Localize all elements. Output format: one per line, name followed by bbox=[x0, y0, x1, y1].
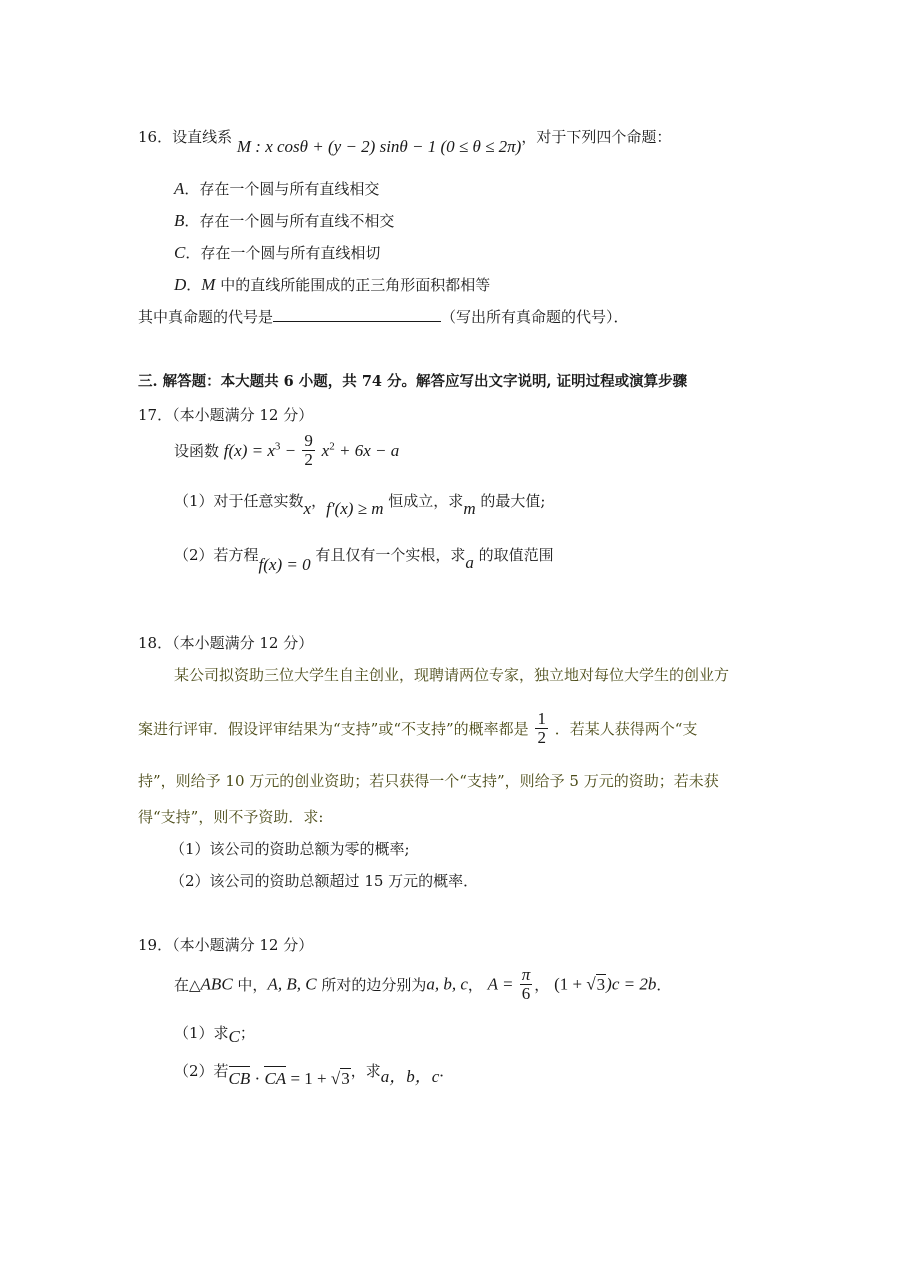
part-text: （2）若方程 bbox=[174, 546, 259, 564]
line-text: 在△ bbox=[174, 976, 201, 994]
section-heading: 三. 解答题：本大题共 6 小题，共 74 分。解答应写出文字说明, 证明过程或演算步骤 bbox=[138, 373, 688, 390]
vector-cb: CB bbox=[228, 1069, 251, 1088]
q16-after: ，对于下列四个命题： bbox=[521, 128, 672, 146]
option-text: ．存在一个圆与所有直线不相交 bbox=[184, 212, 395, 230]
option-letter: A bbox=[174, 179, 185, 198]
q16-line bbox=[138, 126, 672, 156]
q17-function-line bbox=[174, 432, 399, 469]
answer-blank bbox=[273, 307, 441, 322]
part-text: ； bbox=[239, 1024, 255, 1042]
part-text: ． bbox=[439, 1062, 455, 1080]
line-math: A = bbox=[487, 974, 518, 994]
option-text: ． bbox=[186, 276, 202, 294]
q16-option-b bbox=[174, 210, 394, 231]
part-math: C bbox=[228, 1027, 240, 1046]
q19-dot-product: CB · CA = 1 + √3 bbox=[228, 1069, 350, 1088]
line-math: a, b, c bbox=[426, 974, 468, 994]
line-text: ， bbox=[467, 976, 483, 994]
q17-part2 bbox=[174, 544, 554, 574]
line-math: ABC bbox=[200, 974, 233, 994]
part-text: ，求 bbox=[350, 1062, 381, 1080]
q19-part1 bbox=[174, 1022, 255, 1046]
q19-fraction: $\frac{\pi}{6}$ bbox=[521, 965, 531, 1003]
q19-part2 bbox=[174, 1056, 455, 1088]
q17-part1 bbox=[174, 490, 546, 518]
part-math: x bbox=[303, 499, 312, 518]
q16-option-c bbox=[174, 242, 380, 263]
q18-fraction: $\frac{1}{2}$ bbox=[537, 709, 546, 747]
option-letter: B bbox=[174, 211, 185, 230]
option-text2: 中的直线所能围成的正三角形面积都相等 bbox=[215, 276, 491, 294]
line-text: ． bbox=[656, 976, 672, 994]
option-letter: D bbox=[174, 275, 187, 294]
q18-number: 18．（本小题满分 12 分） bbox=[138, 634, 314, 652]
q18-line4: 得“支持”，则不予资助．求: bbox=[138, 808, 324, 826]
part-text: （2）若 bbox=[174, 1062, 229, 1080]
line-text: ， bbox=[534, 976, 550, 994]
option-math: M bbox=[201, 275, 216, 294]
q18-part1: （1）该公司的资助总额为零的概率; bbox=[170, 840, 410, 858]
part-math: f′(x) ≥ m bbox=[326, 499, 384, 518]
line-text: 所对的边分别为 bbox=[316, 976, 427, 994]
q18-part2: （2）该公司的资助总额超过 15 万元的概率． bbox=[170, 872, 479, 890]
q16-intro: 设直线系 bbox=[172, 128, 233, 146]
vector-ca: CA bbox=[264, 1069, 287, 1088]
part-text: 的最大值; bbox=[475, 492, 546, 510]
part-text: （1）对于任意实数 bbox=[174, 492, 304, 510]
option-text: ．存在一个圆与所有直线相交 bbox=[184, 180, 380, 198]
answer-suffix: （写出所有真命题的代号）． bbox=[441, 308, 629, 326]
q17-fx: $f(x) = x^3$ − bbox=[223, 440, 301, 460]
q17-fraction: $\frac{9}{2}$ bbox=[304, 431, 313, 469]
q16-option-d bbox=[174, 274, 490, 295]
line-text: 中， bbox=[232, 976, 268, 994]
q19-number: 19．（本小题满分 12 分） bbox=[138, 936, 314, 954]
q18-line3: 持”，则给予 10 万元的创业资助；若只获得一个“支持”，则给予 5 万元的资助；若未获 bbox=[138, 772, 719, 790]
part-math: m bbox=[463, 499, 476, 518]
part-text: （1）求 bbox=[174, 1024, 229, 1042]
option-letter: C bbox=[174, 243, 186, 262]
line-text: ．若某人获得两个“支 bbox=[554, 720, 698, 738]
q16-formula: M : x cosθ + (y − 2) sinθ − 1 (0 ≤ θ ≤ 2π) bbox=[236, 137, 522, 156]
part-text: 有且仅有一个实根，求 bbox=[310, 546, 466, 564]
q18-line1: 某公司拟资助三位大学生自主创业，现聘请两位专家，独立地对每位大学生的创业方 bbox=[174, 666, 730, 684]
answer-prefix: 其中真命题的代号是 bbox=[138, 308, 274, 326]
q19-line1 bbox=[174, 966, 671, 1003]
part-text: 的取值范围 bbox=[473, 546, 554, 564]
q17-intro: 设函数 bbox=[174, 442, 220, 460]
option-text: ．存在一个圆与所有直线相切 bbox=[185, 244, 381, 262]
q19-equation: (1 + √3)c = 2b bbox=[554, 974, 657, 994]
q18-line2 bbox=[138, 710, 697, 747]
part-text: 恒成立，求 bbox=[383, 492, 464, 510]
line-math: A, B, C bbox=[267, 974, 317, 994]
q16-number: 16． bbox=[138, 128, 173, 146]
q16-option-a bbox=[174, 178, 379, 199]
line-text: 案进行评审．假设评审结果为“支持”或“不支持”的概率都是 bbox=[138, 720, 529, 738]
part-math: a bbox=[465, 553, 474, 572]
part-text: ， bbox=[311, 492, 327, 510]
q16-answer-line bbox=[138, 306, 629, 327]
q17-number: 17．（本小题满分 12 分） bbox=[138, 406, 314, 424]
part-math: f(x) = 0 bbox=[258, 555, 311, 574]
q17-fx-tail: $x^2 + 6x - a$ bbox=[321, 440, 400, 460]
part-math: a，b，c bbox=[380, 1067, 440, 1086]
